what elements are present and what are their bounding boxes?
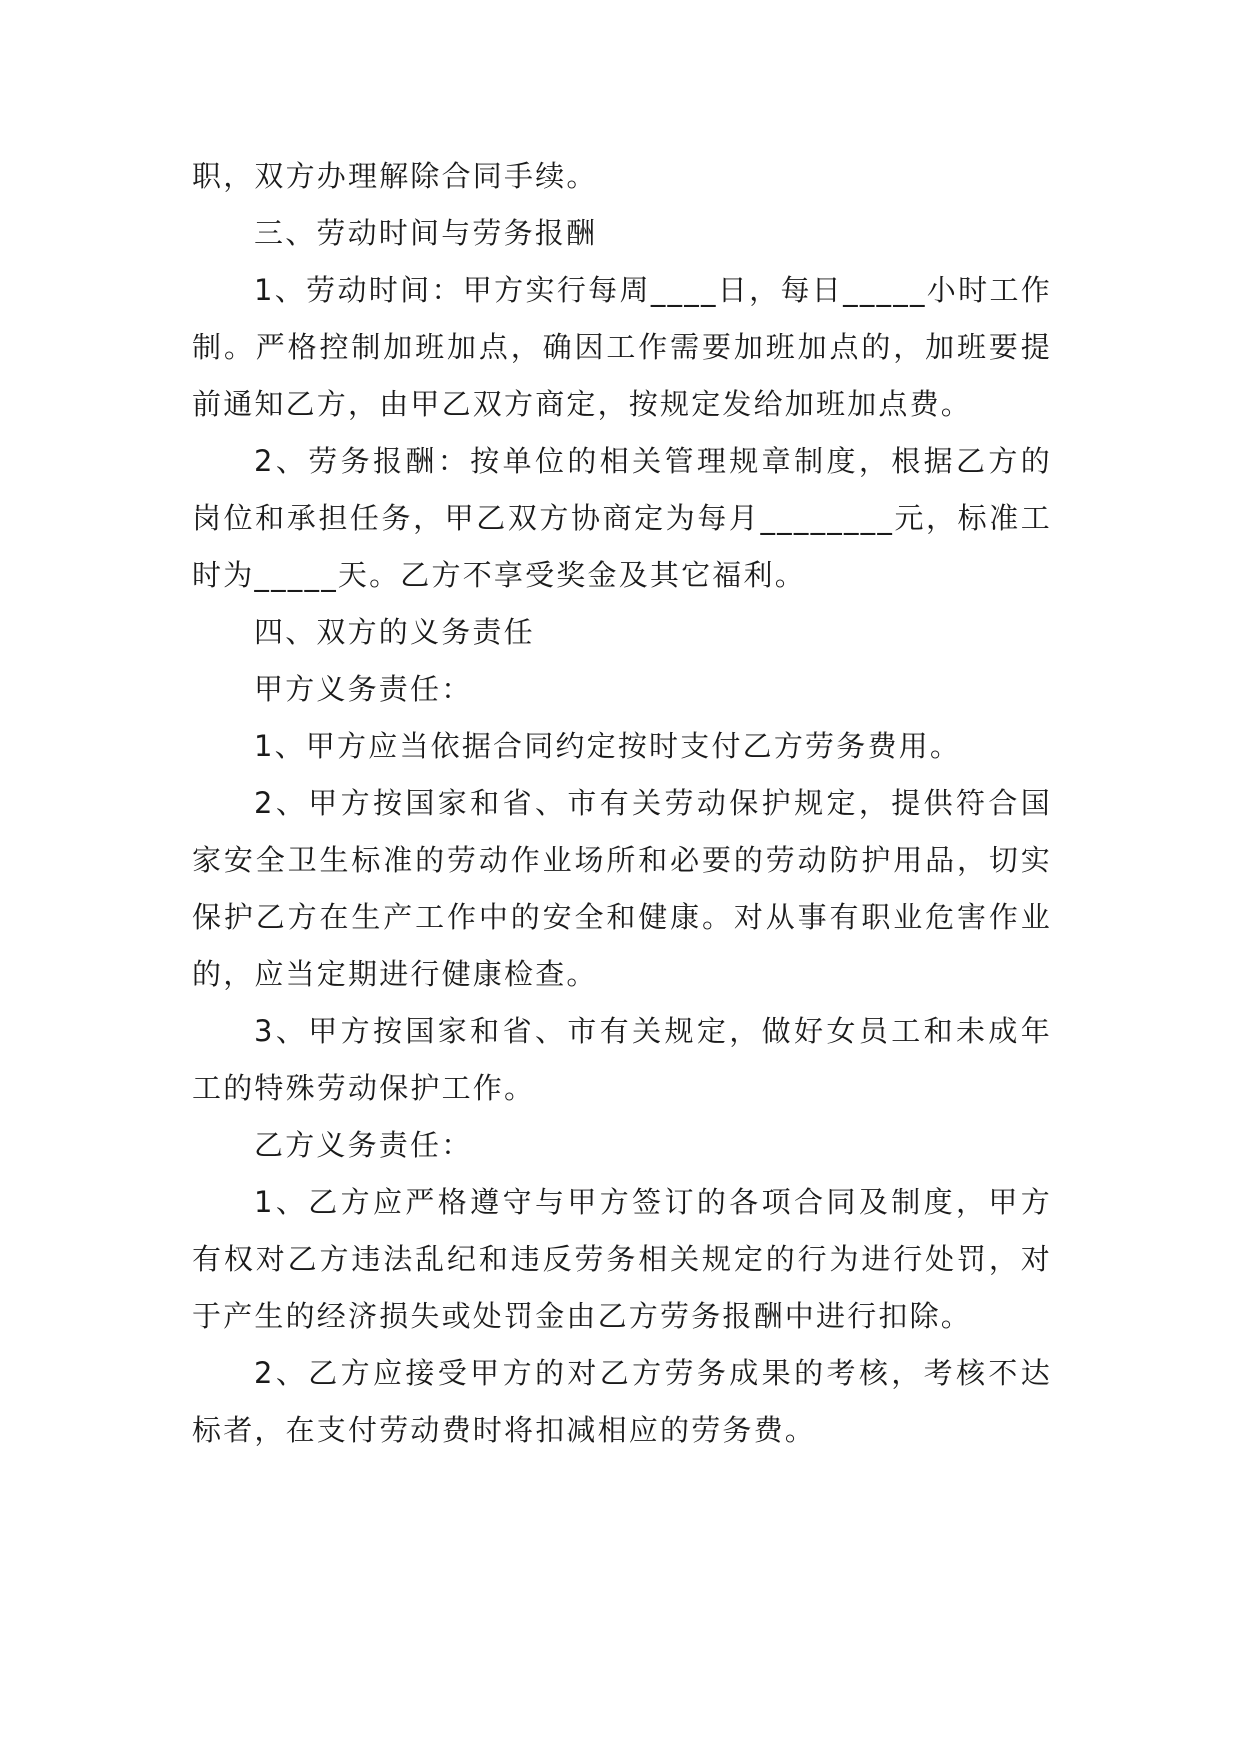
clause-party-b-compliance: 1、乙方应严格遵守与甲方签订的各项合同及制度，甲方有权对乙方违法乱纪和违反劳务相关规定的行为进行处罚，对于产生的经济损失或处罚金由乙方劳务报酬中进行扣除。 <box>192 1185 1052 1333</box>
section-heading-obligations: 四、双方的义务责任 <box>254 615 535 649</box>
clause-working-hours: 1、劳动时间：甲方实行每周____日，每日_____小时工作制。严格控制加班加点，确因工作需要加班加点的，加班要提前通知乙方，由甲乙双方商定，按规定发给加班加点费。 <box>192 273 1052 421</box>
clause-party-b-assessment: 2、乙方应接受甲方的对乙方劳务成果的考核，考核不达标者，在支付劳动费时将扣减相应的劳务费。 <box>192 1356 1052 1447</box>
clause-labor-remuneration: 2、劳务报酬：按单位的相关管理规章制度，根据乙方的岗位和承担任务，甲乙双方协商定为每月________元，标准工时为_____天。乙方不享受奖金及其它福利。 <box>192 444 1052 592</box>
paragraph-continuation: 职，双方办理解除合同手续。 <box>192 159 598 193</box>
subheading-party-b-obligations: 乙方义务责任： <box>254 1128 473 1162</box>
clause-party-a-special-protection: 3、甲方按国家和省、市有关规定，做好女员工和未成年工的特殊劳动保护工作。 <box>192 1014 1052 1105</box>
section-heading-labor-time-remuneration: 三、劳动时间与劳务报酬 <box>254 216 598 250</box>
clause-party-a-payment: 1、甲方应当依据合同约定按时支付乙方劳务费用。 <box>254 729 962 763</box>
clause-party-a-safety: 2、甲方按国家和省、市有关劳动保护规定，提供符合国家安全卫生标准的劳动作业场所和必要的劳动防护用品，切实保护乙方在生产工作中的安全和健康。对从事有职业危害作业的，应当定期进行健康检查。 <box>192 786 1052 991</box>
document-page <box>192 148 1052 1459</box>
subheading-party-a-obligations: 甲方义务责任： <box>254 672 473 706</box>
